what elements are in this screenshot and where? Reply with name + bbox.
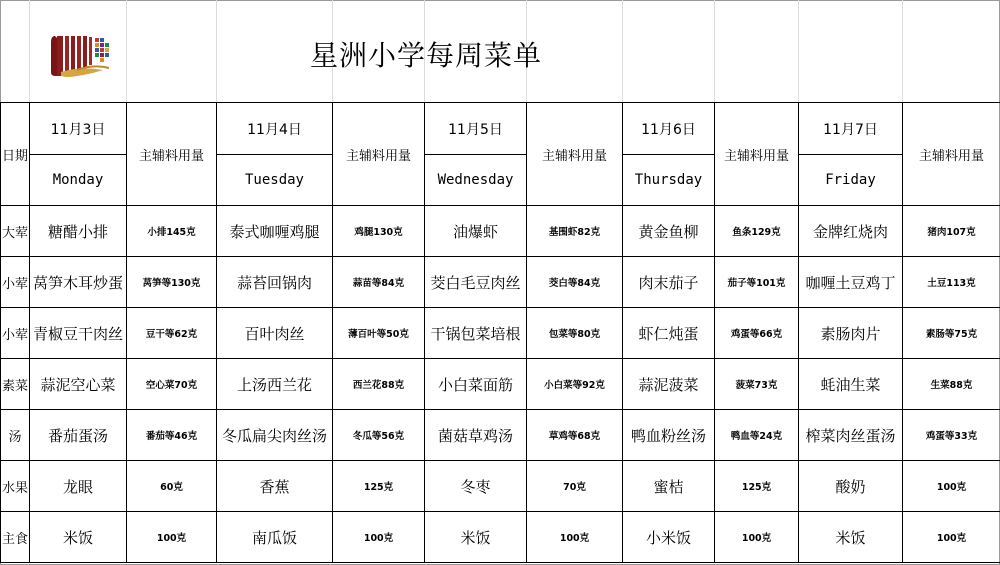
quantity-cell: 125克 — [333, 461, 425, 512]
dish-cell: 莴笋木耳炒蛋 — [30, 257, 127, 308]
quantity-cell: 基围虾82克 — [527, 206, 623, 257]
quantity-cell: 鸭血等24克 — [715, 410, 799, 461]
quantity-header: 主辅料用量 — [715, 103, 799, 206]
weekday-cell: Monday — [30, 155, 127, 206]
quantity-cell: 100克 — [715, 512, 799, 563]
weekday-cell: Tuesday — [217, 155, 333, 206]
dish-cell: 小白菜面筋 — [425, 359, 527, 410]
quantity-cell: 茭白等84克 — [527, 257, 623, 308]
gridline — [216, 0, 217, 102]
quantity-cell: 空心菜70克 — [127, 359, 217, 410]
dish-cell: 蒜泥空心菜 — [30, 359, 127, 410]
dish-cell: 糖醋小排 — [30, 206, 127, 257]
category-label: 汤 — [1, 410, 30, 461]
gridline — [902, 0, 903, 102]
dish-cell: 蜜桔 — [623, 461, 715, 512]
dish-cell: 咖喱土豆鸡丁 — [799, 257, 903, 308]
page-title: 星洲小学每周菜单 — [310, 39, 543, 72]
gridline — [29, 0, 30, 102]
date-cell: 11月7日 — [799, 103, 903, 155]
dish-cell: 茭白毛豆肉丝 — [425, 257, 527, 308]
weekday-cell: Wednesday — [425, 155, 527, 206]
dish-cell: 泰式咖喱鸡腿 — [217, 206, 333, 257]
quantity-header: 主辅料用量 — [903, 103, 1000, 206]
gridline — [798, 0, 799, 102]
menu-row — [1, 512, 1000, 563]
dish-cell: 虾仁炖蛋 — [623, 308, 715, 359]
quantity-cell: 素肠等75克 — [903, 308, 1000, 359]
category-label: 大荤 — [1, 206, 30, 257]
quantity-header: 主辅料用量 — [527, 103, 623, 206]
dish-cell: 酸奶 — [799, 461, 903, 512]
dish-cell: 冬瓜扁尖肉丝汤 — [217, 410, 333, 461]
menu-row — [1, 257, 1000, 308]
category-label: 小荤 — [1, 308, 30, 359]
dish-cell: 南瓜饭 — [217, 512, 333, 563]
dish-cell: 榨菜肉丝蛋汤 — [799, 410, 903, 461]
dish-cell: 蒜泥菠菜 — [623, 359, 715, 410]
menu-row — [1, 410, 1000, 461]
dish-cell: 金牌红烧肉 — [799, 206, 903, 257]
quantity-cell: 100克 — [903, 512, 1000, 563]
dish-cell: 米饭 — [425, 512, 527, 563]
quantity-cell: 番茄等46克 — [127, 410, 217, 461]
dish-cell: 龙眼 — [30, 461, 127, 512]
dish-cell: 蚝油生菜 — [799, 359, 903, 410]
dish-cell: 菌菇草鸡汤 — [425, 410, 527, 461]
quantity-cell: 鱼条129克 — [715, 206, 799, 257]
quantity-cell: 125克 — [715, 461, 799, 512]
quantity-cell: 冬瓜等56克 — [333, 410, 425, 461]
menu-row — [1, 461, 1000, 512]
quantity-cell: 60克 — [127, 461, 217, 512]
weekly-menu-table — [0, 102, 1000, 563]
date-row — [1, 103, 1000, 155]
quantity-header: 主辅料用量 — [127, 103, 217, 206]
weekday-cell: Thursday — [623, 155, 715, 206]
gridline — [126, 0, 127, 102]
gridline — [622, 0, 623, 102]
dish-cell: 青椒豆干肉丝 — [30, 308, 127, 359]
menu-row — [1, 359, 1000, 410]
quantity-cell: 鸡腿130克 — [333, 206, 425, 257]
category-label: 小荤 — [1, 257, 30, 308]
dish-cell: 番茄蛋汤 — [30, 410, 127, 461]
dish-cell: 小米饭 — [623, 512, 715, 563]
category-label: 主食 — [1, 512, 30, 563]
dish-cell: 油爆虾 — [425, 206, 527, 257]
quantity-cell: 莴笋等130克 — [127, 257, 217, 308]
dish-cell: 干锅包菜培根 — [425, 308, 527, 359]
date-cell: 11月4日 — [217, 103, 333, 155]
quantity-cell: 薄百叶等50克 — [333, 308, 425, 359]
quantity-cell: 鸡蛋等66克 — [715, 308, 799, 359]
category-label: 素菜 — [1, 359, 30, 410]
menu-row — [1, 308, 1000, 359]
quantity-cell: 100克 — [127, 512, 217, 563]
dish-cell: 香蕉 — [217, 461, 333, 512]
dish-cell: 黄金鱼柳 — [623, 206, 715, 257]
dish-cell: 蒜苔回锅肉 — [217, 257, 333, 308]
dish-cell: 素肠肉片 — [799, 308, 903, 359]
date-cell: 11月5日 — [425, 103, 527, 155]
quantity-cell: 100克 — [333, 512, 425, 563]
quantity-cell: 70克 — [527, 461, 623, 512]
quantity-cell: 土豆113克 — [903, 257, 1000, 308]
dish-cell: 鸭血粉丝汤 — [623, 410, 715, 461]
date-cell: 11月6日 — [623, 103, 715, 155]
school-banner-logo-icon — [47, 32, 119, 80]
dish-cell: 米饭 — [30, 512, 127, 563]
dish-cell: 冬枣 — [425, 461, 527, 512]
quantity-cell: 菠菜73克 — [715, 359, 799, 410]
quantity-cell: 小排145克 — [127, 206, 217, 257]
date-cell: 11月3日 — [30, 103, 127, 155]
dish-cell: 米饭 — [799, 512, 903, 563]
quantity-cell: 茄子等101克 — [715, 257, 799, 308]
quantity-cell: 生菜88克 — [903, 359, 1000, 410]
quantity-cell: 小白菜等92克 — [527, 359, 623, 410]
quantity-cell: 100克 — [527, 512, 623, 563]
quantity-cell: 猪肉107克 — [903, 206, 1000, 257]
quantity-cell: 包菜等80克 — [527, 308, 623, 359]
category-label: 水果 — [1, 461, 30, 512]
quantity-cell: 草鸡等68克 — [527, 410, 623, 461]
dish-cell: 百叶肉丝 — [217, 308, 333, 359]
quantity-cell: 西兰花88克 — [333, 359, 425, 410]
date-label: 日期 — [1, 103, 30, 206]
weekday-cell: Friday — [799, 155, 903, 206]
dish-cell: 肉末茄子 — [623, 257, 715, 308]
menu-row — [1, 206, 1000, 257]
quantity-header: 主辅料用量 — [333, 103, 425, 206]
dish-cell: 上汤西兰花 — [217, 359, 333, 410]
quantity-cell: 100克 — [903, 461, 1000, 512]
quantity-cell: 豆干等62克 — [127, 308, 217, 359]
quantity-cell: 鸡蛋等33克 — [903, 410, 1000, 461]
gridline — [714, 0, 715, 102]
quantity-cell: 蒜苗等84克 — [333, 257, 425, 308]
